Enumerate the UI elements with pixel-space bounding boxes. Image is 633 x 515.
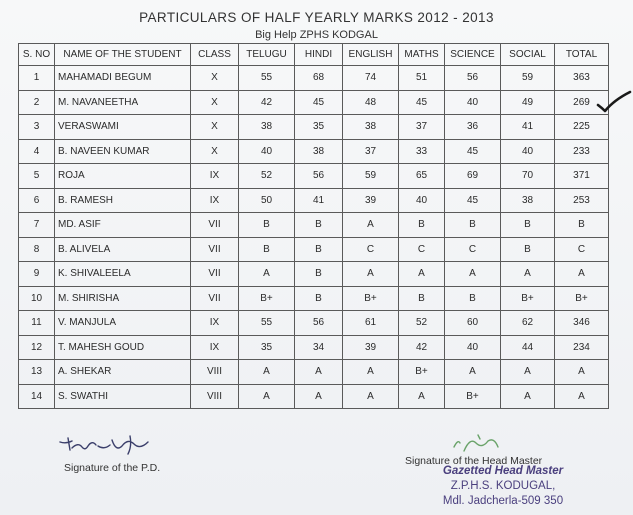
cell-hindi: A	[295, 360, 343, 385]
column-header-social: SOCIAL	[501, 44, 555, 66]
cell-english: 59	[343, 164, 399, 189]
cell-telugu: B	[239, 213, 295, 238]
cell-english: A	[343, 360, 399, 385]
cell-serial-no: 9	[19, 262, 55, 287]
cell-serial-no: 1	[19, 66, 55, 91]
cell-student-name: B. NAVEEN KUMAR	[55, 139, 191, 164]
cell-student-name: B. RAMESH	[55, 188, 191, 213]
cell-class: IX	[191, 335, 239, 360]
cell-english: 39	[343, 188, 399, 213]
cell-student-name: T. MAHESH GOUD	[55, 335, 191, 360]
cell-class: IX	[191, 188, 239, 213]
cell-telugu: 55	[239, 311, 295, 336]
cell-hindi: 56	[295, 164, 343, 189]
cell-english: 61	[343, 311, 399, 336]
cell-student-name: MAHAMADI BEGUM	[55, 66, 191, 91]
cell-english: 37	[343, 139, 399, 164]
document-title: PARTICULARS OF HALF YEARLY MARKS 2012 - 2013	[139, 10, 494, 25]
cell-telugu: 42	[239, 90, 295, 115]
header-row	[19, 44, 609, 66]
cell-telugu: 55	[239, 66, 295, 91]
pd-signature-label: Signature of the P.D.	[64, 462, 161, 474]
column-header-class: CLASS	[191, 44, 239, 66]
school-stamp	[418, 464, 588, 509]
cell-class: IX	[191, 164, 239, 189]
cell-maths: A	[399, 262, 445, 287]
cell-maths: 65	[399, 164, 445, 189]
cell-science: 36	[445, 115, 501, 140]
cell-total: 253	[555, 188, 609, 213]
cell-science: 56	[445, 66, 501, 91]
cell-total: 363	[555, 66, 609, 91]
table-row	[19, 90, 609, 115]
column-header-serial-no: S. NO	[19, 44, 55, 66]
cell-telugu: B	[239, 237, 295, 262]
cell-telugu: 52	[239, 164, 295, 189]
cell-serial-no: 10	[19, 286, 55, 311]
cell-science: B+	[445, 384, 501, 409]
cell-total: 371	[555, 164, 609, 189]
cell-social: 70	[501, 164, 555, 189]
cell-serial-no: 4	[19, 139, 55, 164]
cell-class: IX	[191, 311, 239, 336]
table-row	[19, 115, 609, 140]
table-row	[19, 262, 609, 287]
cell-class: VIII	[191, 384, 239, 409]
cell-total: A	[555, 360, 609, 385]
cell-science: 45	[445, 188, 501, 213]
cell-maths: B	[399, 286, 445, 311]
cell-maths: B	[399, 213, 445, 238]
cell-english: C	[343, 237, 399, 262]
cell-student-name: MD. ASIF	[55, 213, 191, 238]
cell-maths: 52	[399, 311, 445, 336]
cell-telugu: 35	[239, 335, 295, 360]
cell-maths: 45	[399, 90, 445, 115]
cell-maths: 40	[399, 188, 445, 213]
cell-english: B+	[343, 286, 399, 311]
cell-hindi: B	[295, 237, 343, 262]
cell-total: B	[555, 213, 609, 238]
cell-maths: A	[399, 384, 445, 409]
cell-hindi: 41	[295, 188, 343, 213]
cell-total: 234	[555, 335, 609, 360]
table-row	[19, 311, 609, 336]
cell-science: A	[445, 262, 501, 287]
cell-student-name: S. SWATHI	[55, 384, 191, 409]
cell-hindi: 45	[295, 90, 343, 115]
cell-hindi: 68	[295, 66, 343, 91]
table-row	[19, 384, 609, 409]
cell-english: 39	[343, 335, 399, 360]
cell-serial-no: 3	[19, 115, 55, 140]
cell-social: 62	[501, 311, 555, 336]
cell-total: 225	[555, 115, 609, 140]
cell-social: 40	[501, 139, 555, 164]
cell-english: A	[343, 262, 399, 287]
cell-hindi: B	[295, 213, 343, 238]
cell-science: B	[445, 286, 501, 311]
cell-class: VII	[191, 213, 239, 238]
cell-serial-no: 5	[19, 164, 55, 189]
hm-signature-scribble	[448, 433, 508, 455]
cell-total: A	[555, 262, 609, 287]
cell-science: C	[445, 237, 501, 262]
table-row	[19, 188, 609, 213]
cell-serial-no: 14	[19, 384, 55, 409]
table-row	[19, 213, 609, 238]
cell-social: 38	[501, 188, 555, 213]
cell-class: VII	[191, 286, 239, 311]
cell-class: X	[191, 90, 239, 115]
cell-serial-no: 13	[19, 360, 55, 385]
cell-telugu: A	[239, 262, 295, 287]
cell-science: 69	[445, 164, 501, 189]
cell-serial-no: 2	[19, 90, 55, 115]
cell-student-name: ROJA	[55, 164, 191, 189]
cell-english: 48	[343, 90, 399, 115]
cell-social: A	[501, 360, 555, 385]
table-row	[19, 164, 609, 189]
cell-social: 44	[501, 335, 555, 360]
cell-hindi: 34	[295, 335, 343, 360]
cell-total: 233	[555, 139, 609, 164]
cell-telugu: 40	[239, 139, 295, 164]
cell-total: C	[555, 237, 609, 262]
table-row	[19, 66, 609, 91]
cell-hindi: B	[295, 286, 343, 311]
column-header-english: ENGLISH	[343, 44, 399, 66]
stamp-line-designation: Gazetted Head Master	[442, 465, 564, 477]
table-row	[19, 139, 609, 164]
cell-science: B	[445, 213, 501, 238]
cell-hindi: 56	[295, 311, 343, 336]
cell-social: 49	[501, 90, 555, 115]
column-header-total: TOTAL	[555, 44, 609, 66]
cell-telugu: 50	[239, 188, 295, 213]
cell-hindi: 35	[295, 115, 343, 140]
cell-student-name: V. MANJULA	[55, 311, 191, 336]
cell-english: 74	[343, 66, 399, 91]
table-row	[19, 286, 609, 311]
cell-class: VII	[191, 262, 239, 287]
cell-serial-no: 12	[19, 335, 55, 360]
cell-maths: 33	[399, 139, 445, 164]
column-header-science: SCIENCE	[445, 44, 501, 66]
stamp-line-school: Z.P.H.S. KODUGAL,	[450, 480, 556, 492]
cell-hindi: A	[295, 384, 343, 409]
cell-maths: 42	[399, 335, 445, 360]
cell-maths: 51	[399, 66, 445, 91]
cell-total: B+	[555, 286, 609, 311]
cell-class: VII	[191, 237, 239, 262]
cell-student-name: M. SHIRISHA	[55, 286, 191, 311]
marks-table	[18, 43, 609, 409]
cell-social: A	[501, 262, 555, 287]
cell-class: VIII	[191, 360, 239, 385]
cell-serial-no: 6	[19, 188, 55, 213]
cell-hindi: B	[295, 262, 343, 287]
cell-student-name: B. ALIVELA	[55, 237, 191, 262]
table-row	[19, 237, 609, 262]
cell-maths: C	[399, 237, 445, 262]
cell-social: B+	[501, 286, 555, 311]
cell-telugu: A	[239, 360, 295, 385]
cell-english: A	[343, 384, 399, 409]
cell-student-name: M. NAVANEETHA	[55, 90, 191, 115]
cell-social: B	[501, 237, 555, 262]
cell-class: X	[191, 115, 239, 140]
cell-maths: B+	[399, 360, 445, 385]
table-row	[19, 335, 609, 360]
document-subtitle: Big Help ZPHS KODGAL	[255, 29, 378, 41]
cell-social: A	[501, 384, 555, 409]
column-header-telugu: TELUGU	[239, 44, 295, 66]
cell-serial-no: 11	[19, 311, 55, 336]
cell-science: 40	[445, 90, 501, 115]
cell-total: 269	[555, 90, 609, 115]
table-row	[19, 360, 609, 385]
cell-telugu: 38	[239, 115, 295, 140]
cell-social: 59	[501, 66, 555, 91]
cell-science: 45	[445, 139, 501, 164]
pd-signature-scribble	[58, 432, 158, 458]
cell-hindi: 38	[295, 139, 343, 164]
cell-total: 346	[555, 311, 609, 336]
stamp-line-address: Mdl. Jadcherla-509 350	[442, 495, 564, 507]
cell-serial-no: 8	[19, 237, 55, 262]
checkmark-icon	[594, 88, 633, 118]
cell-social: B	[501, 213, 555, 238]
cell-social: 41	[501, 115, 555, 140]
cell-student-name: A. SHEKAR	[55, 360, 191, 385]
cell-science: A	[445, 360, 501, 385]
cell-science: 60	[445, 311, 501, 336]
column-header-maths: MATHS	[399, 44, 445, 66]
cell-telugu: A	[239, 384, 295, 409]
table-body	[19, 66, 609, 409]
cell-student-name: VERASWAMI	[55, 115, 191, 140]
hm-signature-label: Signature of the Head Master	[405, 455, 543, 467]
cell-student-name: K. SHIVALEELA	[55, 262, 191, 287]
column-header-student-name: NAME OF THE STUDENT	[55, 44, 191, 66]
cell-english: 38	[343, 115, 399, 140]
column-header-hindi: HINDI	[295, 44, 343, 66]
cell-class: X	[191, 66, 239, 91]
cell-maths: 37	[399, 115, 445, 140]
cell-telugu: B+	[239, 286, 295, 311]
cell-total: A	[555, 384, 609, 409]
cell-serial-no: 7	[19, 213, 55, 238]
cell-english: A	[343, 213, 399, 238]
cell-class: X	[191, 139, 239, 164]
cell-science: 40	[445, 335, 501, 360]
